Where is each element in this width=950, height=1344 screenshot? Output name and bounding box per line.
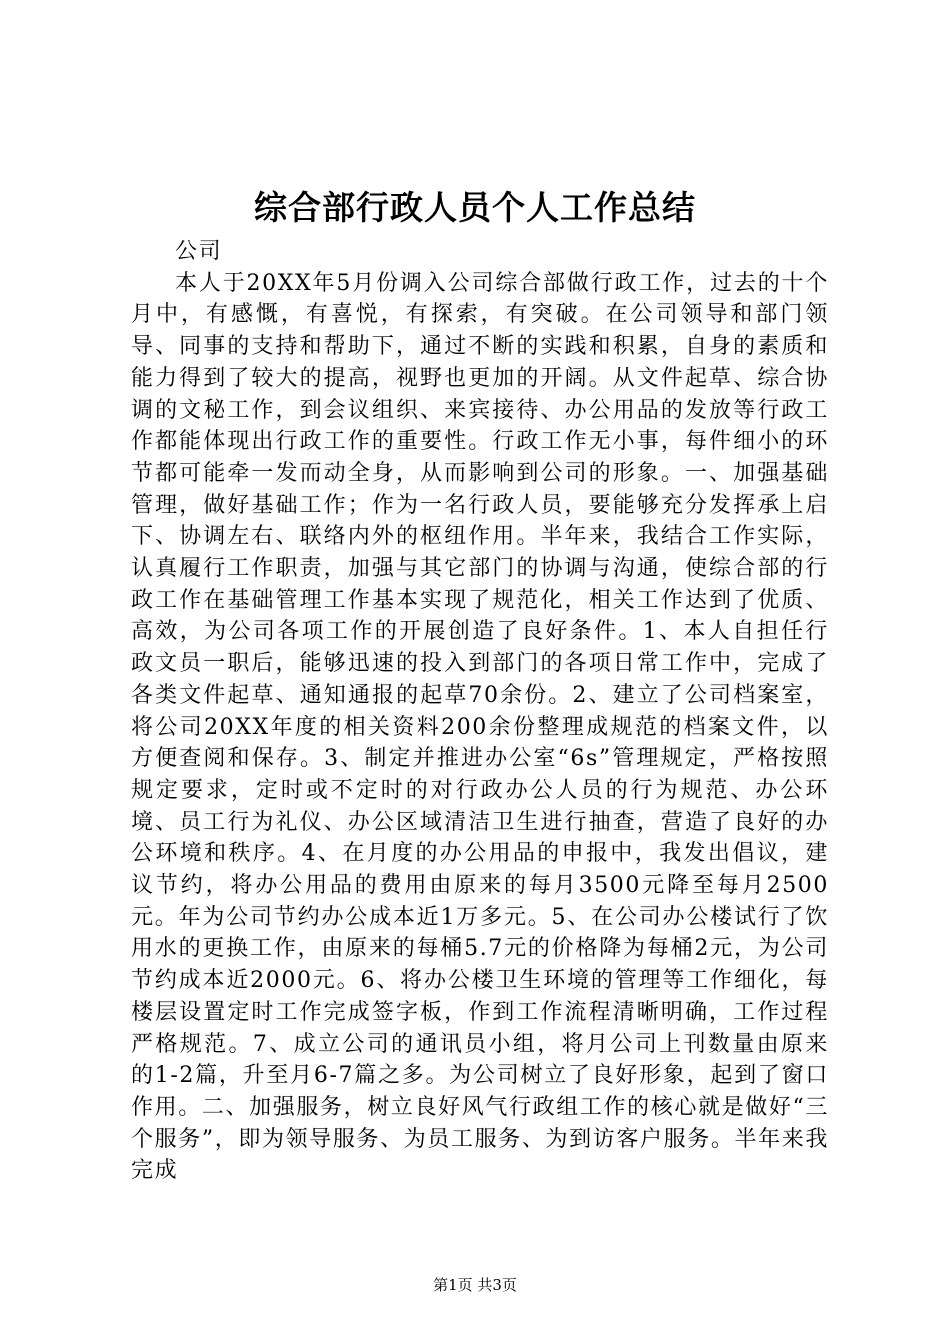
page-footer: 第1页 共3页 bbox=[433, 1276, 517, 1294]
salutation: 公司 bbox=[175, 239, 223, 264]
document-title: 综合部行政人员个人工作总结 bbox=[254, 188, 696, 227]
document-body bbox=[131, 236, 829, 1187]
body-paragraph: 本人于20XX年5月份调入公司综合部做行政工作，过去的十个月中，有感慨，有喜悦，有探索，有突破。在公司领导和部门领导、同事的支持和帮助下，通过不断的实践和积累，自身的素质和能力得到了较大的提高，视野也更加的开阔。从文件起草、综合协调的文秘工作，到会议组织、来宾接待、办公用品的发放等行政工作都能体现出行政工作的重要性。行政工作无小事，每件细小的环节都可能牵一发而动全身，从而影响到公司的形象。一、加强基础管理，做好基础工作；作为一名行政人员，要能够充分发挥承上启下、协调左右、联络内外的枢纽作用。半年来，我结合工作实际，认真履行工作职责，加强与其它部门的协调与沟通，使综合部的行政工作在基础管理工作基本实现了规范化，相关工作达到了优质、高效，为公司各项工作的开展创造了良好条件。1、本人自担任行政文员一职后，能够迅速的投入到部门的各项日常工作中，完成了各类文件起草、通知通报的起草70余份。2、建立了公司档案室，将公司20XX年度的相关资料200余份整理成规范的档案文件，以方便查阅和保存。3、制定并推进办公室“6s”管理规定，严格按照规定要求，定时或不定时的对行政办公人员的行为规范、办公环境、员工行为礼仪、办公区域清洁卫生进行抽查，营造了良好的办公环境和秩序。4、在月度的办公用品的申报中，我发出倡议，建议节约，将办公用品的费用由原来的每月3500元降至每月2500元。年为公司节约办公成本近1万多元。5、在公司办公楼试行了饮用水的更换工作，由原来的每桶5.7元的价格降为每桶2元，为公司节约成本近2000元。6、将办公楼卫生环境的管理等工作细化，每楼层设置定时工作完成签字板，作到工作流程清晰明确，工作过程严格规范。7、成立公司的通讯员小组，将月公司上刊数量由原来的1-2篇，升至月6-7篇之多。为公司树立了良好形象，起到了窗口作用。二、加强服务，树立良好风气行政组工作的核心就是做好“三个服务”，即为领导服务、为员工服务、为到访客户服务。半年来我完成 bbox=[131, 270, 829, 1184]
